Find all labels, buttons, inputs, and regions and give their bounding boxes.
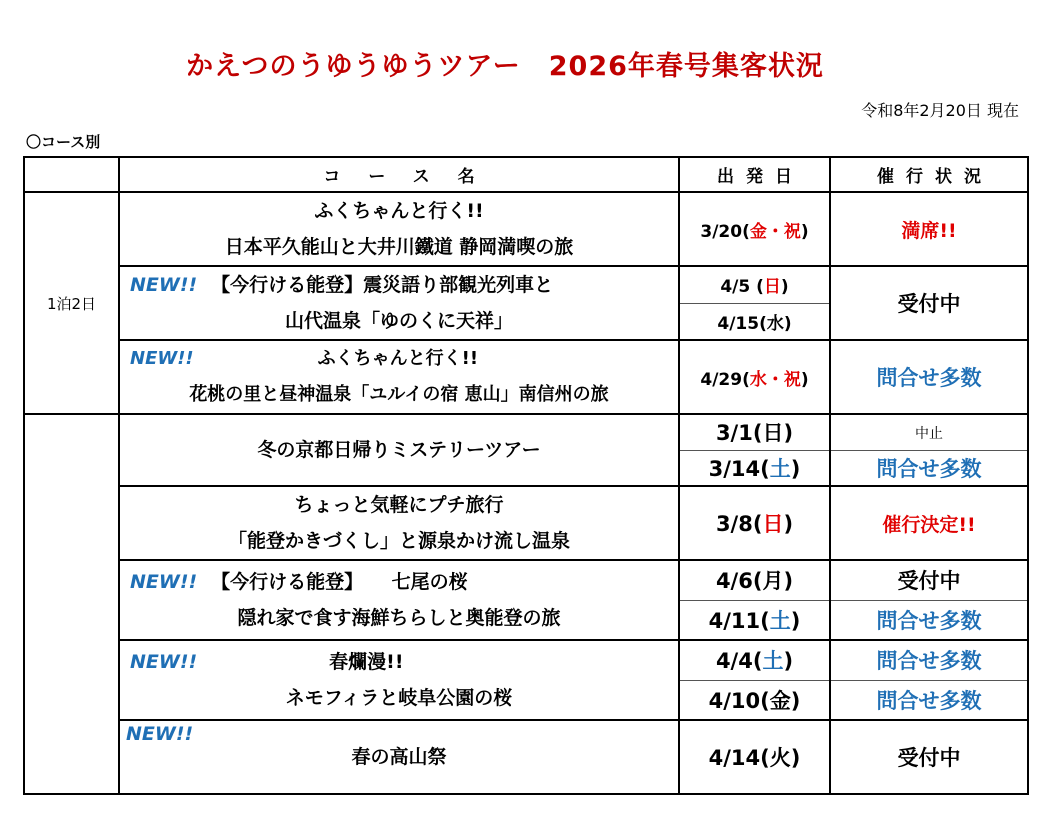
date-close: ): [800, 369, 809, 390]
weekday: 日: [763, 277, 781, 298]
date-close: ): [783, 313, 792, 334]
date-text: 4/29(: [700, 369, 750, 390]
date-close: ): [783, 421, 794, 446]
date-close: ): [790, 688, 801, 713]
course-cell: [119, 486, 679, 560]
status-text: 受付中: [897, 569, 961, 594]
weekday: 火: [769, 746, 791, 770]
course-title-line1: [120, 644, 678, 680]
date-close: ): [783, 512, 794, 536]
course-title-text: 【今行ける能登】 七尾の桜: [211, 571, 468, 593]
status-cell: [830, 600, 1028, 640]
new-badge: NEW!!: [130, 274, 198, 296]
status-text: 問合せ多数: [876, 688, 982, 713]
course-cell: [119, 192, 679, 266]
course-cell: [119, 560, 679, 640]
status-text: 問合せ多数: [876, 366, 982, 390]
date-text: 3/8(: [715, 512, 763, 536]
status-cell: [830, 450, 1028, 486]
date-close: ): [780, 277, 789, 298]
course-cell: [119, 266, 679, 340]
date-close: ): [783, 649, 794, 674]
course-title-line1: [120, 739, 678, 775]
departure-date: [679, 266, 830, 303]
status-cell: [830, 486, 1028, 560]
status-cell: [830, 640, 1028, 680]
nights-cell: [24, 414, 119, 794]
new-badge: NEW!!: [126, 723, 194, 745]
departure-date: [679, 600, 830, 640]
date-text: 4/14(: [708, 746, 770, 770]
table-row: [24, 192, 1028, 266]
departure-date: [679, 720, 830, 794]
departure-date: [679, 560, 830, 600]
course-title-line1: [120, 341, 678, 377]
departure-date: [679, 450, 830, 486]
course-title-text: 春の高山祭: [351, 746, 447, 768]
status-header: 催行状況: [830, 157, 1028, 192]
date-text: 4/11(: [708, 608, 770, 633]
table-row: [24, 560, 1028, 600]
status-text: 中止: [915, 426, 943, 443]
status-text: 満席!!: [901, 219, 957, 242]
weekday: 水・祝: [749, 369, 801, 390]
table-row: [24, 340, 1028, 414]
course-title-line1: [120, 193, 678, 229]
departure-date: [679, 303, 830, 340]
date-text: 4/5 (: [720, 277, 764, 298]
departure-date: [679, 486, 830, 560]
course-title-line1: [120, 487, 678, 523]
nights-cell: [24, 192, 119, 414]
date-close: ): [790, 456, 801, 481]
date-close: ): [800, 221, 809, 242]
new-badge: NEW!!: [130, 348, 194, 369]
new-badge: NEW!!: [130, 571, 198, 593]
course-title-text: 【今行ける能登】震災語り部観光列車と: [211, 274, 554, 296]
course-cell: [119, 640, 679, 720]
group-header: [24, 157, 119, 192]
table-header-row: [24, 157, 1028, 192]
weekday: 日: [762, 512, 784, 536]
date-text: 4/4(: [715, 649, 763, 674]
weekday: 土: [762, 649, 784, 674]
status-cell: [830, 340, 1028, 414]
date-text: 4/6(: [715, 569, 763, 594]
weekday: 金・祝: [749, 221, 801, 242]
course-title-line1: [120, 564, 678, 600]
status-cell: [830, 720, 1028, 794]
course-header: コース名: [119, 157, 679, 192]
weekday: 金: [769, 688, 791, 713]
course-subtitle: 花桃の里と昼神温泉「ユルイの宿 恵山」南信州の旅: [189, 384, 609, 405]
section-label: 〇コース別: [26, 133, 101, 151]
page-title: かえつのうゆうゆうツアー 2026年春号集客状況: [186, 51, 824, 82]
status-text: 問合せ多数: [876, 456, 982, 481]
date-close: ): [790, 608, 801, 633]
course-subtitle: 山代温泉「ゆのくに天祥」: [284, 310, 513, 332]
course-cell: [119, 720, 679, 794]
date-text: 3/20(: [700, 221, 750, 242]
table-row: [24, 720, 1028, 794]
course-cell: [119, 414, 679, 486]
table-row: [24, 266, 1028, 303]
course-subtitle: 隠れ家で食す海鮮ちらしと奥能登の旅: [237, 607, 561, 629]
table-row: [24, 414, 1028, 450]
course-cell: [119, 340, 679, 414]
table-body: [24, 192, 1028, 794]
status-text: 受付中: [897, 746, 961, 770]
date-text: 4/15(: [717, 313, 767, 334]
course-subtitle: 日本平久能山と大井川鐵道 静岡満喫の旅: [224, 236, 574, 258]
status-text: 催行決定!!: [882, 513, 976, 536]
date-text: 3/1(: [715, 421, 763, 446]
course-title-line1: [120, 432, 678, 468]
departure-date: [679, 192, 830, 266]
table-row: [24, 640, 1028, 680]
tour-status-table: [23, 156, 1029, 795]
course-title-text: ちょっと気軽にプチ旅行: [294, 494, 504, 516]
date-text: 4/10(: [708, 688, 770, 713]
weekday: 月: [762, 569, 784, 594]
status-cell: [830, 680, 1028, 720]
course-title-line1: [120, 267, 678, 303]
departure-date: [679, 680, 830, 720]
departure-date: [679, 414, 830, 450]
date-text: 3/14(: [708, 456, 770, 481]
course-title-text: ふくちゃんと行く!!: [317, 348, 479, 369]
new-badge: NEW!!: [130, 651, 198, 673]
date-close: ): [783, 569, 794, 594]
weekday: 日: [762, 421, 784, 446]
course-title-text: ふくちゃんと行く!!: [314, 200, 484, 222]
course-subtitle: ネモフィラと岐阜公園の桜: [285, 687, 513, 709]
status-text: 問合せ多数: [876, 649, 982, 674]
course-title-text: 冬の京都日帰りミステリーツアー: [257, 439, 541, 461]
status-text: 問合せ多数: [876, 608, 982, 633]
status-cell: [830, 414, 1028, 450]
departure-header: 出発日: [679, 157, 830, 192]
departure-date: [679, 340, 830, 414]
status-cell: [830, 192, 1028, 266]
status-cell: [830, 266, 1028, 340]
status-text: 受付中: [897, 292, 961, 316]
status-cell: [830, 560, 1028, 600]
table-row: [24, 486, 1028, 560]
departure-date: [679, 640, 830, 680]
as-of-date: 令和8年2月20日 現在: [861, 101, 1019, 120]
nights-label: 1泊2日: [46, 294, 97, 313]
course-subtitle: 「能登かきづくし」と源泉かけ流し温泉: [227, 530, 570, 552]
weekday: 水: [766, 313, 784, 334]
course-title-text: 春爛漫!!: [329, 651, 404, 673]
weekday: 土: [769, 456, 791, 481]
weekday: 土: [769, 608, 791, 633]
date-close: ): [790, 746, 801, 770]
